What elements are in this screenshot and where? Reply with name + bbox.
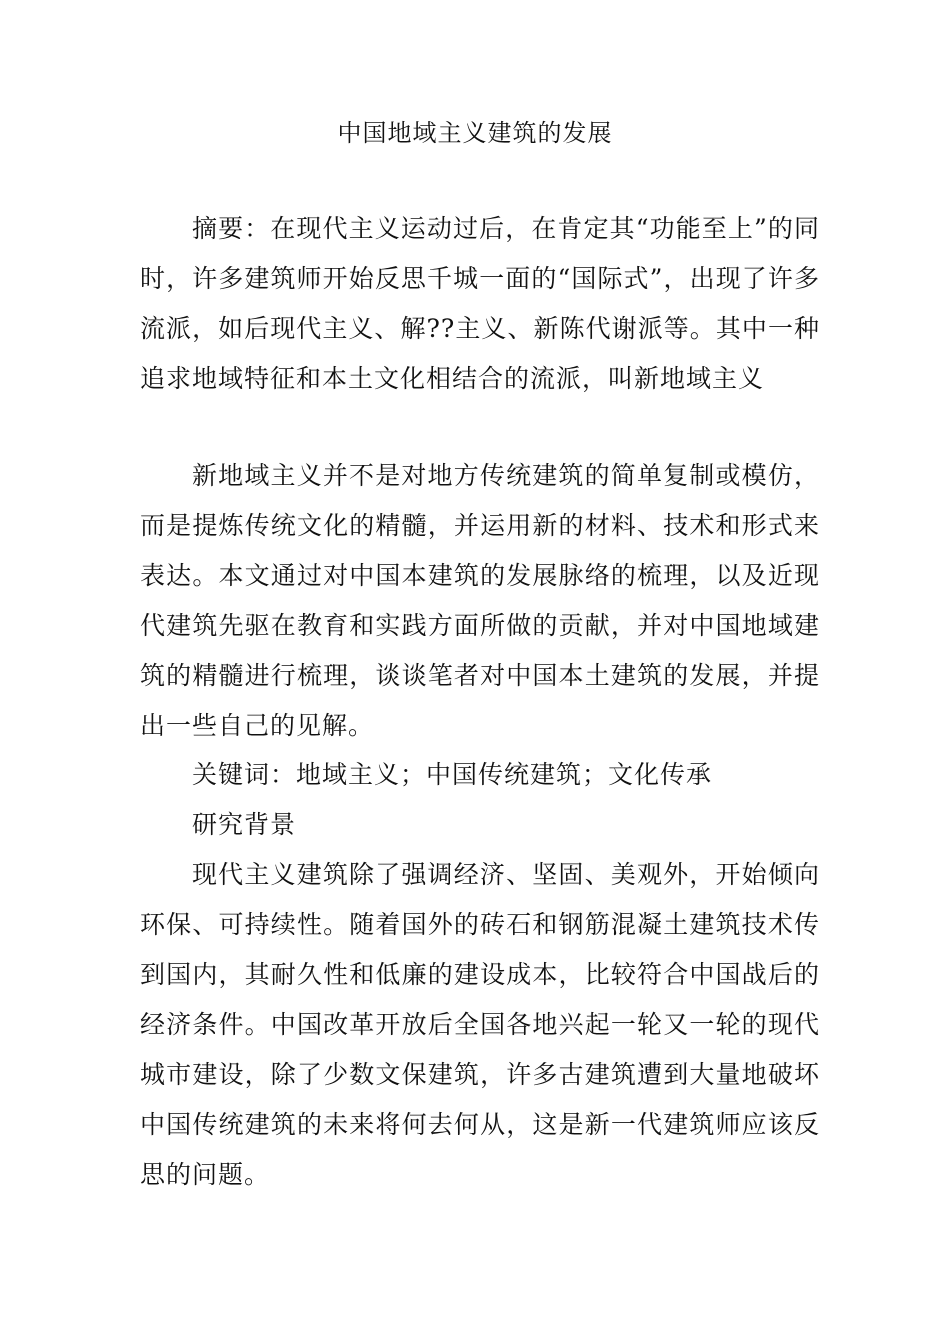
document-title: 中国地域主义建筑的发展 (337, 119, 613, 147)
abstract-paragraph-1: 摘要：在现代主义运动过后，在肯定其“功能至上”的同时，许多建筑师开始反思千城一面的“国际式”，出现了许多流派，如后现代主义、解??主义、新陈代谢派等。其中一种追求地域特征和本土文化相结合的流派，叫新地域主义 (140, 214, 820, 393)
abstract-paragraph-2: 新地域主义并不是对地方传统建筑的简单复制或模仿，而是提炼传统文化的精髓，并运用新的材料、技术和形式来表达。本文通过对中国本建筑的发展脉络的梳理，以及近现代建筑先驱在教育和实践方面所做的贡献，并对中国地域建筑的精髓进行梳理，谈谈笔者对中国本土建筑的发展，并提出一些自己的见解。 (140, 461, 820, 740)
keywords-line: 关键词：地域主义；中国传统建筑；文化传承 (192, 760, 713, 789)
body-paragraph-1: 现代主义建筑除了强调经济、坚固、美观外，开始倾向环保、可持续性。随着国外的砖石和钢筋混凝土建筑技术传到国内，其耐久性和低廉的建设成本，比较符合中国战后的经济条件。中国改革开放后全国各地兴起一轮又一轮的现代城市建设，除了少数文保建筑，许多古建筑遭到大量地破坏中国传统建筑的未来将何去何从，这是新一代建筑师应该反思的问题。 (140, 860, 820, 1189)
section-heading: 研究背景 (192, 810, 297, 839)
